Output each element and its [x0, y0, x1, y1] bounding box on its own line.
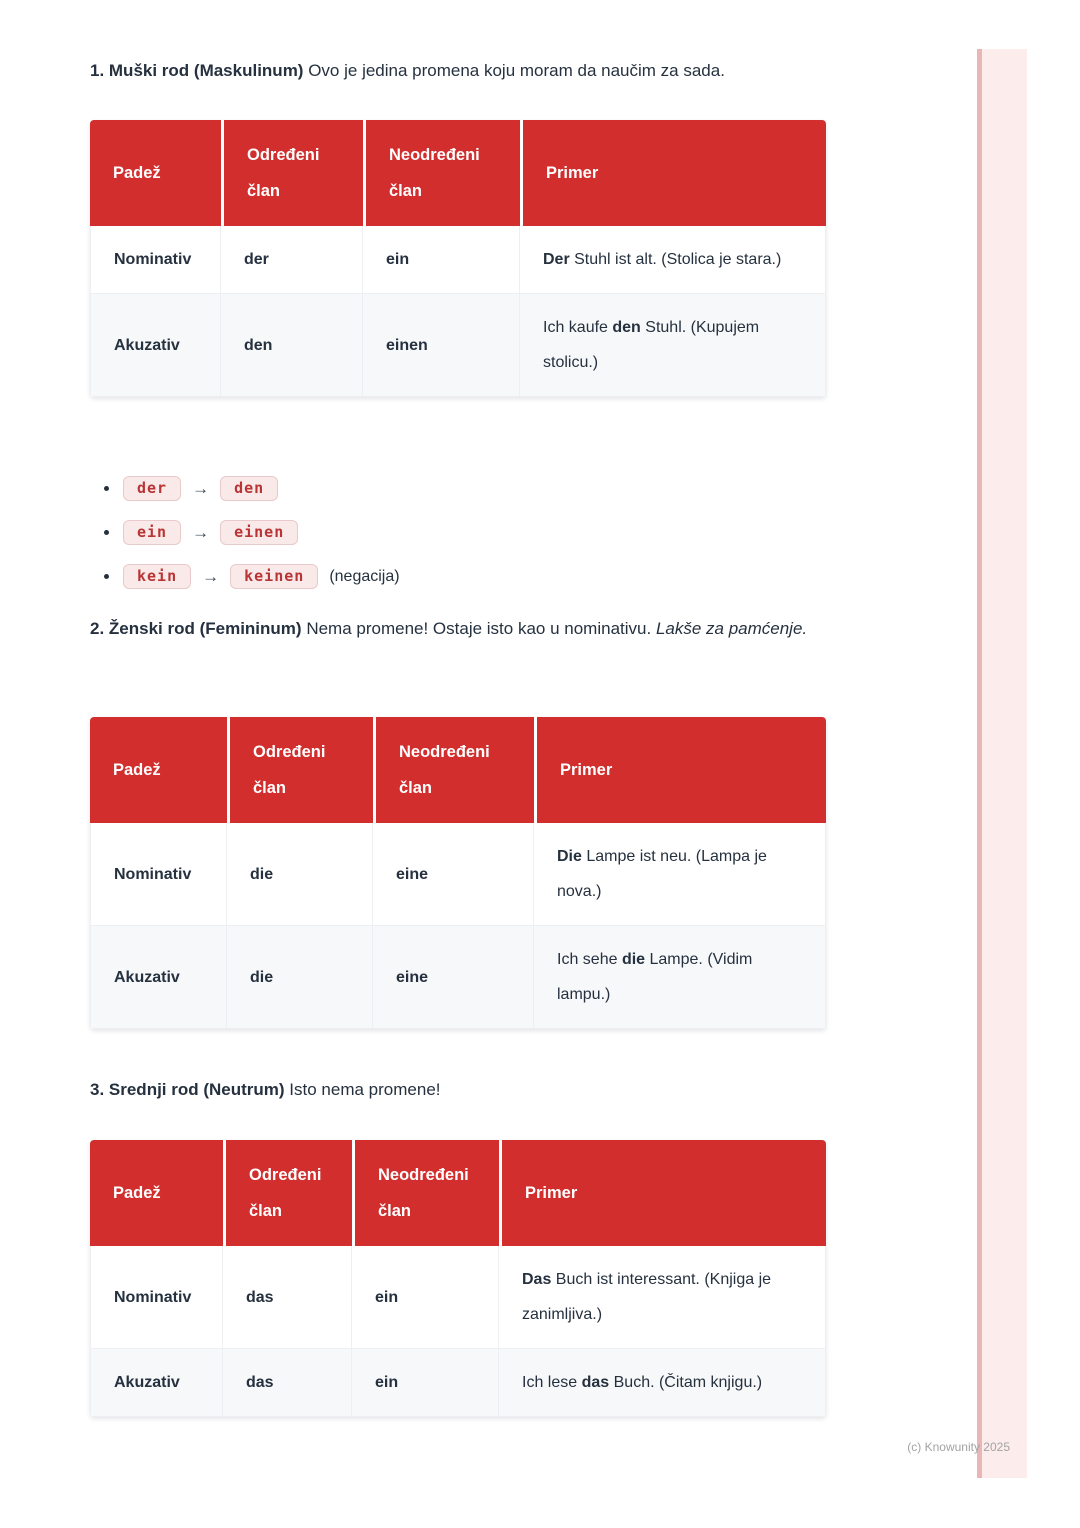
- table-header-row: [90, 120, 826, 226]
- column-header-case: Padež: [90, 717, 227, 823]
- cell-case: Nominativ: [90, 1246, 223, 1349]
- bullet-icon: [104, 574, 109, 579]
- column-header-case: Padež: [90, 120, 221, 226]
- column-header-definite-article: Određeni član: [227, 717, 373, 823]
- cell-definite: das: [223, 1349, 352, 1417]
- example-prefix: Ich lese: [522, 1374, 582, 1391]
- heading-regular-text: Nema promene! Ostaje isto kao u nominativu.: [301, 619, 656, 638]
- example-suffix: Buch. (Čitam knjigu.): [609, 1374, 763, 1391]
- code-badge-from: der: [123, 476, 181, 501]
- cell-indefinite: ein: [352, 1349, 499, 1417]
- table-feminine: [90, 717, 826, 1029]
- list-item: [90, 473, 826, 504]
- cell-indefinite: einen: [363, 294, 520, 397]
- list-item: [90, 561, 826, 592]
- example-suffix: Stuhl. (Kupujem stolicu.): [543, 319, 760, 371]
- cell-indefinite: ein: [352, 1246, 499, 1349]
- arrow-right-icon: →: [192, 522, 210, 542]
- table-row: [90, 1246, 826, 1349]
- example-article: Der: [543, 251, 570, 268]
- table-row: [90, 1349, 826, 1417]
- column-header-definite-article: Određeni član: [221, 120, 363, 226]
- column-header-example: Primer: [534, 717, 826, 823]
- column-header-example: Primer: [520, 120, 826, 226]
- cell-example: [520, 294, 826, 397]
- cell-example: [520, 226, 826, 294]
- cell-case: Akuzativ: [90, 1349, 223, 1417]
- heading-italic-text: Lakše za pamćenje.: [655, 619, 808, 638]
- cell-example: [534, 926, 826, 1029]
- article-transformation-list: [90, 473, 826, 592]
- example-article: das: [581, 1374, 610, 1391]
- table-header-row: [90, 717, 826, 823]
- arrow-right-icon: →: [192, 478, 210, 498]
- cell-case: Akuzativ: [90, 926, 227, 1029]
- cell-example: [499, 1246, 826, 1349]
- example-article: die: [621, 951, 646, 968]
- table-masculine: [90, 120, 826, 397]
- example-suffix: Buch ist interessant. (Knjiga je zanimljiva.): [522, 1271, 772, 1323]
- cell-indefinite: eine: [373, 926, 534, 1029]
- example-suffix: Stuhl ist alt. (Stolica je stara.): [569, 251, 782, 268]
- bullet-icon: [104, 486, 109, 491]
- list-item: [90, 517, 826, 548]
- column-header-indefinite-article: Neodređeni član: [352, 1140, 499, 1246]
- column-header-example: Primer: [499, 1140, 826, 1246]
- table-row: [90, 294, 826, 397]
- cell-definite: den: [221, 294, 363, 397]
- page-accent-stripe: [977, 49, 1027, 1478]
- code-badge-to: den: [220, 476, 278, 501]
- example-article: Die: [557, 848, 582, 865]
- code-badge-from: kein: [123, 564, 191, 589]
- cell-definite: das: [223, 1246, 352, 1349]
- copyright-watermark: (c) Knowunity 2025: [907, 1440, 1010, 1454]
- example-prefix: Ich sehe: [557, 951, 622, 968]
- cell-indefinite: eine: [373, 823, 534, 926]
- column-header-case: Padež: [90, 1140, 223, 1246]
- cell-example: [534, 823, 826, 926]
- heading-regular-text: Isto nema promene!: [284, 1080, 441, 1099]
- heading-bold-text: 1. Muški rod (Maskulinum): [90, 61, 304, 80]
- section-heading-masculine: [90, 55, 826, 87]
- example-suffix: Lampe ist neu. (Lampa je nova.): [557, 848, 767, 900]
- column-header-indefinite-article: Neodređeni član: [363, 120, 520, 226]
- table-row: [90, 823, 826, 926]
- heading-bold-text: 3. Srednji rod (Neutrum): [90, 1080, 285, 1099]
- bullet-icon: [104, 530, 109, 535]
- section-heading-neuter: [90, 1074, 826, 1106]
- heading-regular-text: Ovo je jedina promena koju moram da naučim za sada.: [303, 61, 725, 80]
- table-row: [90, 226, 826, 294]
- cell-case: Akuzativ: [90, 294, 221, 397]
- column-header-indefinite-article: Neodređeni član: [373, 717, 534, 823]
- code-badge-to: einen: [220, 520, 298, 545]
- cell-example: [499, 1349, 826, 1417]
- cell-case: Nominativ: [90, 226, 221, 294]
- example-suffix: Lampe. (Vidim lampu.): [557, 951, 753, 1003]
- cell-definite: die: [227, 823, 373, 926]
- negation-note: (negacija): [329, 567, 400, 585]
- example-prefix: Ich kaufe: [543, 319, 613, 336]
- column-header-definite-article: Određeni član: [223, 1140, 352, 1246]
- table-row: [90, 926, 826, 1029]
- example-article: den: [612, 319, 641, 336]
- arrow-right-icon: →: [202, 566, 220, 586]
- section-heading-feminine: [90, 613, 826, 645]
- code-badge-to: keinen: [230, 564, 318, 589]
- cell-definite: der: [221, 226, 363, 294]
- table-header-row: [90, 1140, 826, 1246]
- cell-case: Nominativ: [90, 823, 227, 926]
- cell-definite: die: [227, 926, 373, 1029]
- heading-bold-text: 2. Ženski rod (Femininum): [90, 619, 302, 638]
- table-neuter: [90, 1140, 826, 1417]
- code-badge-from: ein: [123, 520, 181, 545]
- cell-indefinite: ein: [363, 226, 520, 294]
- example-article: Das: [522, 1271, 552, 1288]
